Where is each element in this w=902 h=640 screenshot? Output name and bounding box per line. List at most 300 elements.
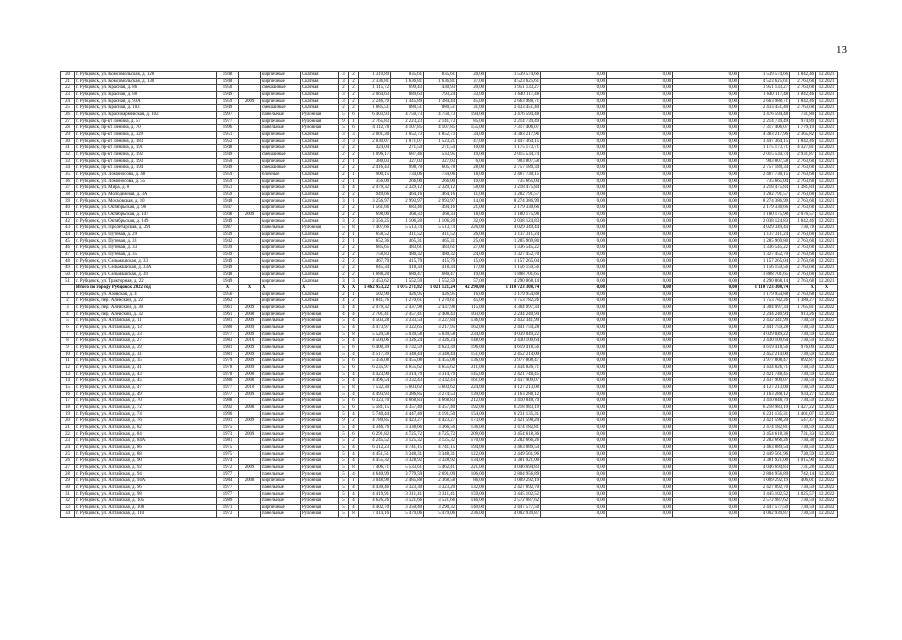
row-number-cell: 22 [61, 85, 75, 92]
regional-budget-cell: 0,00 [607, 484, 673, 491]
owners-cost-cell: 7 317 406,07 [739, 125, 790, 132]
row-number-cell: 51 [61, 278, 75, 285]
local-budget-cell: 0,00 [673, 418, 739, 425]
reconstruction-year-cell [239, 218, 261, 225]
deadline-cell: 12.2022 [816, 291, 838, 298]
total-cost-cell: 4 127 213,00 [486, 384, 541, 391]
regional-budget-cell: 0,00 [607, 85, 673, 92]
row-number-cell: 26 [61, 111, 75, 118]
total-area-cell: 7 406,71 [359, 464, 391, 471]
row-number-cell: 31 [61, 145, 75, 152]
build-year-cell: 1950 [217, 85, 239, 92]
fund-cost-cell: 0,00 [541, 344, 607, 351]
floors-cell: 5 [339, 451, 349, 458]
build-year-cell: 1981 [217, 351, 239, 358]
total-area-cell: 4 455,32 [359, 458, 391, 465]
residential-area-cell: 411,52 [391, 231, 424, 238]
unit-cost-cell: 2 763,68 [790, 245, 816, 252]
local-budget-cell: 0,00 [673, 298, 739, 305]
local-budget-cell: 0,00 [673, 158, 739, 165]
unit-cost-cell: 2 763,68 [790, 251, 816, 258]
build-year-cell: 1980 [217, 324, 239, 331]
row-number-cell: 37 [61, 185, 75, 192]
table-row [61, 338, 838, 345]
address-cell: г. Рубцовск, ул. Алтайская, д. 49 [75, 391, 217, 398]
table-row [61, 404, 838, 411]
total-cost-cell: 1 180 175,98 [486, 211, 541, 218]
roof-type-cell: Рулонная [301, 431, 339, 438]
unit-cost-cell: 1 765,81 [790, 304, 816, 311]
residential-area-private-cell: 4 423,27 [424, 418, 457, 425]
row-number-cell: 30 [61, 138, 75, 145]
residential-area-cell: 2 329,12 [391, 185, 424, 192]
regional-budget-cell: 0,00 [607, 178, 673, 185]
total-cost-cell: 4 523 625,61 [486, 78, 541, 85]
table-row [61, 198, 838, 205]
owners-cost-cell: 3 218 475,84 [739, 185, 790, 192]
floors-cell: 5 [339, 491, 349, 498]
local-budget-cell: 0,00 [673, 411, 739, 418]
unit-cost-cell: 2 763,68 [790, 165, 816, 172]
residential-area-cell: 3 348,31 [391, 451, 424, 458]
address-cell: г. Рубцовск, ул. Ломоносова, д. 55 [75, 178, 217, 185]
fund-cost-cell: 0,00 [541, 85, 607, 92]
floors-cell: 2 [339, 191, 349, 198]
residents-cell: 106,00 [457, 471, 486, 478]
owners-cost-cell: 2 244 240,94 [739, 311, 790, 318]
residential-area-cell: 418,34 [391, 265, 424, 272]
deadline-cell: 12.2021 [816, 231, 838, 238]
residents-cell: 15,00 [457, 258, 486, 265]
unit-cost-cell: 730,59 [790, 498, 816, 505]
local-budget-cell: 0,00 [673, 165, 739, 172]
build-year-cell: 1959 [217, 171, 239, 178]
wall-material-cell: кирпичные [261, 118, 301, 125]
total-area-cell: 467,79 [359, 258, 391, 265]
unit-cost-cell: 2 763,68 [790, 78, 816, 85]
deadline-cell: 12.2021 [816, 151, 838, 158]
total-area-cell: 4 430,46 [359, 484, 391, 491]
reconstruction-year-cell [239, 125, 261, 132]
residential-area-private-cell: 3 521,66 [424, 498, 457, 505]
residential-area-private-cell: 3 326,24 [424, 338, 457, 345]
wall-material-cell: панельные [261, 384, 301, 391]
table-row [61, 218, 838, 225]
entrances-cell: 4 [349, 378, 359, 385]
owners-cost-cell: 2 572 987,62 [739, 498, 790, 505]
reconstruction-year-cell [239, 245, 261, 252]
row-number-cell: 39 [61, 198, 75, 205]
residential-area-private-cell: 4 357,40 [424, 404, 457, 411]
wall-material-cell: панельные [261, 351, 301, 358]
fund-cost-cell: 0,00 [541, 251, 607, 258]
regional-budget-cell: 0,00 [607, 278, 673, 285]
residential-area-private-cell: 2 691,09 [424, 471, 457, 478]
unit-cost-cell: 731,80 [790, 111, 816, 118]
deadline-cell: 12.2022 [816, 491, 838, 498]
residential-area-private-cell: 2 329,12 [424, 185, 457, 192]
local-budget-cell: 0,00 [673, 278, 739, 285]
deadline-cell: 12.2022 [816, 304, 838, 311]
fund-cost-cell: 0,00 [541, 338, 607, 345]
total-area-cell: 1 561,66 [359, 205, 391, 212]
fund-cost-cell: 0,00 [541, 498, 607, 505]
address-cell: г. Рубцовск, ул. Алтайская, д. 27 [75, 338, 217, 345]
entrances-cell: 2 [349, 218, 359, 225]
reconstruction-year-cell [239, 205, 261, 212]
address-cell: г. Рубцовск, ул. Алтайская, д. 70 [75, 398, 217, 405]
address-cell: г. Рубцовск, ул. Алтайская, д. 84А [75, 438, 217, 445]
residential-area-cell: 734,06 [391, 171, 424, 178]
deadline-cell: 12.2021 [816, 85, 838, 92]
reconstruction-year-cell: 2009 [239, 391, 261, 398]
local-budget-cell: 0,00 [673, 118, 739, 125]
owners-cost-cell: 3 163 288,12 [739, 391, 790, 398]
fund-cost-cell: 0,00 [541, 278, 607, 285]
fund-cost-cell: 0,00 [541, 118, 607, 125]
wall-material-cell: кирпичные [261, 504, 301, 511]
fund-cost-cell: 0,00 [541, 185, 607, 192]
address-cell: г. Рубцовск, ул. Алтайская, д. 23 [75, 331, 217, 338]
residential-area-cell: 1 852,73 [391, 131, 424, 138]
regional-budget-cell: 0,00 [607, 364, 673, 371]
floors-cell: 5 [339, 438, 349, 445]
fund-cost-cell: 0,00 [541, 91, 607, 98]
residential-area-private-cell: 4 107,85 [424, 125, 457, 132]
deadline-cell: 12.2021 [816, 238, 838, 245]
fund-cost-cell: 0,00 [541, 111, 607, 118]
residential-area-private-cell: 835,61 [424, 72, 457, 79]
residents-cell: 6,00 [457, 158, 486, 165]
local-budget-cell: 0,00 [673, 358, 739, 365]
table-row [61, 478, 838, 485]
wall-material-cell: кирпичные [261, 265, 301, 272]
total-cost-cell: 1 179 954,88 [486, 291, 541, 298]
fund-cost-cell: 0,00 [541, 131, 607, 138]
floors-cell: 2 [339, 105, 349, 112]
floors-cell: 3 [339, 72, 349, 79]
total-cost-cell: 2 427 892,70 [486, 484, 541, 491]
deadline-cell: 12.2021 [816, 225, 838, 232]
row-number-cell: 27 [61, 118, 75, 125]
table-row [61, 424, 838, 431]
residential-area-cell: 426,95 [391, 291, 424, 298]
residents-cell: 155,00 [457, 125, 486, 132]
build-year-cell: 1977 [217, 491, 239, 498]
table-row [61, 191, 838, 198]
residential-area-private-cell: 271,54 [424, 145, 457, 152]
wall-material-cell: кирпичные [261, 245, 301, 252]
build-year-cell: 1990 [217, 411, 239, 418]
entrances-cell: 1 [349, 478, 359, 485]
roof-type-cell: Скатная [301, 98, 339, 105]
regional-budget-cell: 0,00 [607, 158, 673, 165]
total-area-cell: 1 088,20 [359, 271, 391, 278]
address-cell: г. Рубцовск, пр-кт Ленина, д. 129 [75, 131, 217, 138]
roof-type-cell: Рулонная [301, 331, 339, 338]
roof-type-cell: Скатная [301, 91, 339, 98]
entrances-cell: 6 [349, 358, 359, 365]
fund-cost-cell: 0,00 [541, 398, 607, 405]
build-year-cell: 1977 [217, 391, 239, 398]
wall-material-cell: смешанные [261, 151, 301, 158]
regional-budget-cell: 0,00 [607, 491, 673, 498]
unit-cost-cell: 2 763,68 [790, 178, 816, 185]
table-row [61, 331, 838, 338]
address-cell: г. Рубцовск, ул. Алтайская, д. 108 [75, 504, 217, 511]
roof-type-cell: Скатная [301, 158, 339, 165]
build-year-cell: 1951 [217, 131, 239, 138]
reconstruction-year-cell: 2009 [239, 304, 261, 311]
total-area-cell: 356,00 [359, 178, 391, 185]
unit-cost-cell: 1 842,46 [790, 91, 816, 98]
entrances-cell: 4 [349, 458, 359, 465]
reconstruction-year-cell [239, 484, 261, 491]
build-year-cell: 1992 [217, 404, 239, 411]
table-row [61, 458, 838, 465]
owners-cost-cell: 2 214 739,49 [739, 118, 790, 125]
total-area-cell: 5 356,08 [359, 358, 391, 365]
residential-area-private-cell: 3 366,56 [424, 424, 457, 431]
fund-cost-cell: 0,00 [541, 511, 607, 518]
row-number-cell: 20 [61, 418, 75, 425]
regional-budget-cell: 0,00 [607, 404, 673, 411]
build-year-cell: 1949 [217, 265, 239, 272]
floors-cell: 2 [339, 251, 349, 258]
fund-cost-cell: 0,00 [541, 491, 607, 498]
total-cost-cell: 2 441 759,28 [486, 324, 541, 331]
residents-cell: 14,00 [457, 198, 486, 205]
reconstruction-year-cell [239, 498, 261, 505]
table-row [61, 131, 838, 138]
deadline-cell: 12.2021 [816, 125, 838, 132]
owners-cost-cell: 1 179 954,88 [739, 291, 790, 298]
total-cost-cell: 3 410 848,79 [486, 398, 541, 405]
wall-material-cell: кирпичные [261, 145, 301, 152]
fund-cost-cell: 0,00 [541, 311, 607, 318]
total-cost-cell: 2 447 577,50 [486, 504, 541, 511]
row-number-cell: 47 [61, 251, 75, 258]
deadline-cell: 12.2022 [816, 418, 838, 425]
total-area-cell: 2 416,43 [359, 165, 391, 172]
local-budget-cell: 0,00 [673, 331, 739, 338]
total-area-cell: 652,36 [359, 238, 391, 245]
row-number-cell: 21 [61, 424, 75, 431]
wall-material-cell: кирпичные [261, 72, 301, 79]
residents-cell: 194,00 [457, 444, 486, 451]
wall-material-cell: кирпичные [261, 138, 301, 145]
row-number-cell [61, 285, 75, 292]
residents-cell: 18,00 [457, 211, 486, 218]
reconstruction-year-cell [239, 178, 261, 185]
address-cell: г. Рубцовск, ул. Алтайская, д. 82 [75, 424, 217, 431]
address-cell: г. Рубцовск, ул. Алтайская, д. 41 [75, 364, 217, 371]
unit-cost-cell: 730,59 [790, 444, 816, 451]
residents-cell: 173,00 [457, 418, 486, 425]
address-cell: г. Рубцовск, ул. Комсомольская, д. 130 [75, 78, 217, 85]
owners-cost-cell: 2 437 909,07 [739, 378, 790, 385]
table-row [61, 504, 838, 511]
row-number-cell: 33 [61, 158, 75, 165]
roof-type-cell: Рулонная [301, 351, 339, 358]
wall-material-cell: кирпичные [261, 185, 301, 192]
owners-cost-cell: 3 463 889,54 [739, 444, 790, 451]
residential-area-cell: 2 457,41 [391, 311, 424, 318]
residential-area-cell: 2 485,88 [391, 478, 424, 485]
reconstruction-year-cell [239, 291, 261, 298]
regional-budget-cell: 0,00 [607, 504, 673, 511]
residents-cell: 20,00 [457, 72, 486, 79]
fund-cost-cell: 0,00 [541, 378, 607, 385]
wall-material-cell: панельные [261, 491, 301, 498]
table-row [61, 398, 838, 405]
deadline-cell: 12.2021 [816, 271, 838, 278]
floors-cell: 5 [339, 351, 349, 358]
roof-type-cell: Скатная [301, 218, 339, 225]
floors-cell: 2 [339, 211, 349, 218]
build-year-cell: 1939 [217, 251, 239, 258]
fund-cost-cell: 0,00 [541, 364, 607, 371]
total-area-cell: 7 407,66 [359, 225, 391, 232]
reconstruction-year-cell: 2009 [239, 418, 261, 425]
roof-type-cell: Скатная [301, 185, 339, 192]
row-number-cell: 35 [61, 171, 75, 178]
table-row [61, 451, 838, 458]
reconstruction-year-cell [239, 438, 261, 445]
residential-area-private-cell: 3 332,43 [424, 378, 457, 385]
total-area-cell: 698,00 [359, 211, 391, 218]
unit-cost-cell: 730,38 [790, 438, 816, 445]
unit-cost-cell: 1 025,57 [790, 491, 816, 498]
table-row [61, 158, 838, 165]
reconstruction-year-cell [239, 265, 261, 272]
build-year-cell: 1949 [217, 218, 239, 225]
roof-type-cell: Рулонная [301, 444, 339, 451]
build-year-cell: 1948 [217, 271, 239, 278]
entrances-cell: 4 [349, 338, 359, 345]
owners-cost-cell: 1 009 292,19 [739, 478, 790, 485]
local-budget-cell: 0,00 [673, 384, 739, 391]
row-number-cell: 21 [61, 78, 75, 85]
total-area-cell: 6 323,70 [359, 398, 391, 405]
residential-area-cell: 4 732,59 [391, 344, 424, 351]
total-area-cell: 845,34 [359, 265, 391, 272]
table-row [61, 211, 838, 218]
deadline-cell: 12.2021 [816, 191, 838, 198]
local-budget-cell: 0,00 [673, 265, 739, 272]
entrances-cell: 1 [349, 291, 359, 298]
total-area-cell: 380,03 [359, 158, 391, 165]
row-number-cell: 2 [61, 298, 75, 305]
floors-cell: 3 [339, 218, 349, 225]
total-cost-cell: 903 807,58 [486, 158, 541, 165]
deadline-cell: 12.2021 [816, 178, 838, 185]
unit-cost-cell: 730,59 [790, 378, 816, 385]
total-cost-cell: 3 476 594,48 [486, 111, 541, 118]
roof-type-cell: Скатная [301, 278, 339, 285]
fund-cost-cell: 0,00 [541, 304, 607, 311]
row-number-cell: 8 [61, 338, 75, 345]
wall-material-cell: панельные [261, 418, 301, 425]
build-year-cell: 1984 [217, 478, 239, 485]
wall-material-cell: панельные [261, 511, 301, 518]
total-area-cell: 2 336,81 [359, 78, 391, 85]
total-cost-cell: 2 433 451,40 [486, 105, 541, 112]
table-row [61, 318, 838, 325]
regional-budget-cell: 0,00 [607, 478, 673, 485]
address-cell: г. Рубцовск, ул. Сельмашская, д. 33 [75, 258, 217, 265]
row-number-cell: 24 [61, 98, 75, 105]
table-row [61, 311, 838, 318]
address-cell: г. Рубцовск, пер. Алейский, д. 32 [75, 311, 217, 318]
residential-area-private-cell: 3 348,31 [424, 451, 457, 458]
build-year-cell: 1981 [217, 344, 239, 351]
deadline-cell: 12.2021 [816, 278, 838, 285]
regional-budget-cell: 0,00 [607, 78, 673, 85]
owners-cost-cell: 2 421 598,20 [739, 418, 790, 425]
local-budget-cell: 0,00 [673, 138, 739, 145]
total-area-cell: 6 403,93 [359, 111, 391, 118]
table-row [61, 98, 838, 105]
residents-cell: 136,00 [457, 318, 486, 325]
reconstruction-year-cell [239, 238, 261, 245]
entrances-cell: 3 [349, 131, 359, 138]
table-row [61, 484, 838, 491]
total-cost-cell: 2 437 909,07 [486, 378, 541, 385]
row-number-cell: 33 [61, 504, 75, 511]
table-row [61, 344, 838, 351]
entrances-cell: 4 [349, 324, 359, 331]
total-cost-cell: 1 640 117,48 [486, 91, 541, 98]
unit-cost-cell: 1 380,27 [790, 298, 816, 305]
deadline-cell: 12.2021 [816, 258, 838, 265]
local-budget-cell: 0,00 [673, 458, 739, 465]
local-budget-cell: 0,00 [673, 72, 739, 79]
floors-cell: 4 [339, 298, 349, 305]
unit-cost-cell: X [790, 285, 816, 292]
regional-budget-cell: 0,00 [607, 378, 673, 385]
regional-budget-cell: 0,00 [607, 111, 673, 118]
build-year-cell: 1942 [217, 238, 239, 245]
reconstruction-year-cell [239, 271, 261, 278]
residential-area-private-cell: 327,03 [424, 158, 457, 165]
total-area-cell: 4 626,26 [359, 498, 391, 505]
residential-area-private-cell: 5 513,74 [424, 225, 457, 232]
unit-cost-cell: 1 401,07 [790, 411, 816, 418]
local-budget-cell: 0,00 [673, 444, 739, 451]
owners-cost-cell: 2 015 534,74 [739, 151, 790, 158]
unit-cost-cell: 730,59 [790, 504, 816, 511]
wall-material-cell: кирпичные [261, 131, 301, 138]
residential-area-cell: 3 311,41 [391, 491, 424, 498]
deadline-cell: 12.2021 [816, 105, 838, 112]
reconstruction-year-cell: 2008 [239, 404, 261, 411]
page-number: 13 [836, 44, 847, 56]
entrances-cell: 4 [349, 318, 359, 325]
deadline-cell: 12.2021 [816, 198, 838, 205]
entrances-cell: 4 [349, 484, 359, 491]
wall-material-cell: панельные [261, 498, 301, 505]
unit-cost-cell: 730,59 [790, 484, 816, 491]
local-budget-cell: 0,00 [673, 498, 739, 505]
total-area-cell: 900,15 [359, 171, 391, 178]
roof-type-cell: Скатная [301, 138, 339, 145]
local-budget-cell: 0,00 [673, 245, 739, 252]
total-cost-cell: 1 285 969,80 [486, 238, 541, 245]
wall-material-cell: панельные [261, 398, 301, 405]
build-year-cell: 1973 [217, 431, 239, 438]
residents-cell: 136,00 [457, 424, 486, 431]
